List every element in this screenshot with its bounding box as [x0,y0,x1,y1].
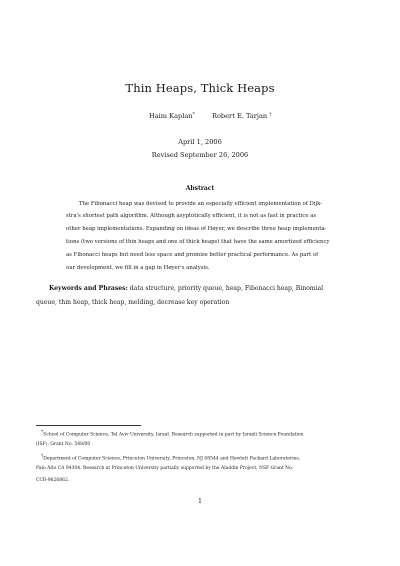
abstract-line: as Fibonacci heaps but need less space and promise better practical performance. As part of [66,252,319,258]
keywords-label: Keywords and Phrases: [49,285,128,292]
keywords-line [49,285,323,292]
keywords-line: queue, thin heap, thick heap, melding, decrease key operation [36,299,230,306]
abstract-line: other heap implementations. Expanding on ideas of Høyer, we describe three heap implementa- [66,226,327,232]
footnote-line: (ISF), Grant No. 548/00 [36,442,91,447]
footnote-mark: † [41,454,44,459]
footnote-line [41,454,300,462]
author-name: Robert E. Tarjan [212,112,268,120]
abstract-line: stra's shortest path algorithm. Although asyptotically efficient, it is not as fast in practice as [66,213,317,219]
abstract-line: The Fibonacci heap was devised to provide an especially efficient implementation of Dijk- [79,201,323,207]
footnote-line: Palo Alto CA 94304. Research at Princeton University partially supported by the Aladdin Project, NSF Grant No. [36,466,294,471]
author-name: Haim Kaplan [149,112,193,120]
footnote-line: CCR-9626862. [36,478,70,483]
date: April 1, 2006 [178,138,222,146]
footnote-rule [36,425,141,426]
footnote-mark: * [41,430,44,435]
footnote-text: School of Computer Science, Tel Aviv University, Israel. Research supported in part by Israeli Science Foundation [43,432,304,438]
keywords-text: data structure, priority queue, heap, Fibonacci heap, Binomial [129,285,324,292]
revised-date: Revised September 26, 2006 [151,151,249,159]
author-tarjan [212,112,272,120]
footnote-line [41,430,304,438]
abstract-line: tions (two versions of thin heaps and one of thick heaps) that have the same amortized efficiency [66,239,330,245]
footnote-text: Department of Computer Science, Princeton University, Princeton, NJ 08544 and Hewlett Packard Laboratories, [43,456,301,462]
author-kaplan [149,112,195,120]
footnote-mark: * [192,112,195,118]
footnote-mark: † [269,112,272,118]
abstract-heading: Abstract [185,185,215,192]
abstract-line: our development, we fill in a gap in Høyer's analysis. [66,265,210,271]
page-number: 1 [197,498,202,505]
paper-title: Thin Heaps, Thick Heaps [125,81,275,95]
